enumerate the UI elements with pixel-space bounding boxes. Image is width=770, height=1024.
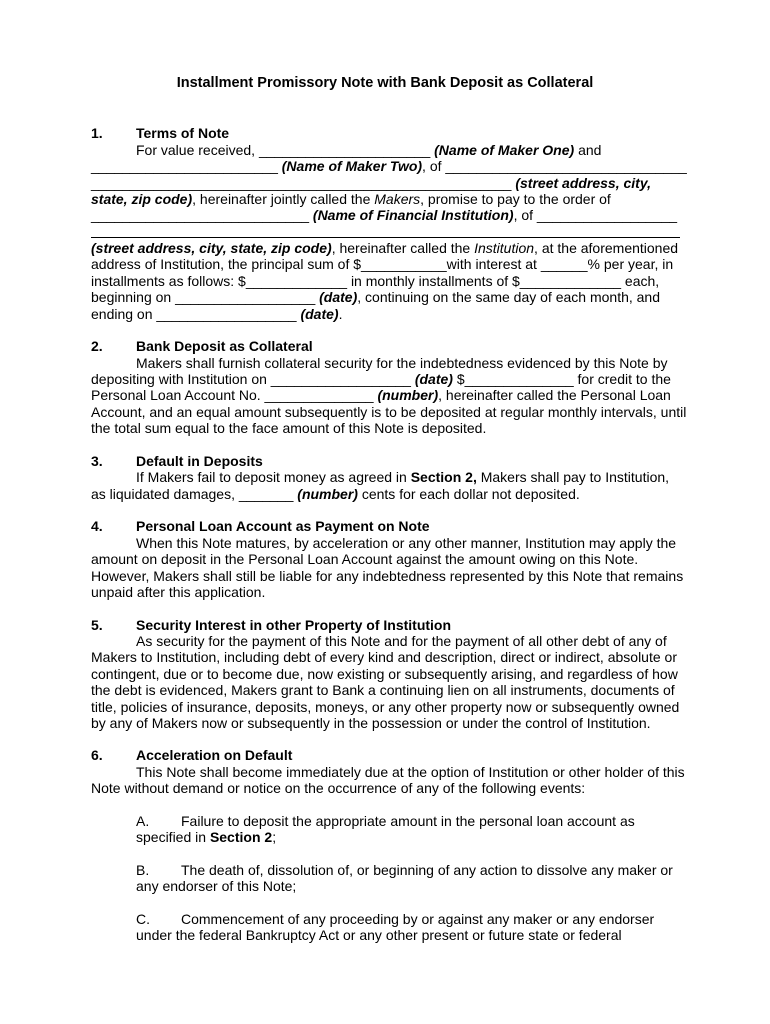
s5-line-6: by any of Makers now or subsequently in the possession or under the control of Institution. <box>91 715 651 731</box>
s2-line-1: Makers shall furnish collateral security for the indebtedness evidenced by this Note by <box>136 355 668 371</box>
s2-line-2: depositing with Institution on __________________ (date) $______________ for credit to the <box>91 371 671 387</box>
section-1-heading: Terms of Note <box>136 125 230 141</box>
s5-line-2: Makers to Institution, including debt of every kind and description, direct or indirect, absolute or <box>91 649 677 665</box>
s1-line-2: ________________________ (Name of Maker Two), of _______________________________ <box>91 158 687 174</box>
s6-item-b-line-1: The death of, dissolution of, or beginning of any action to dissolve any maker or <box>181 862 673 878</box>
s6-line-1: This Note shall become immediately due at the option of Institution or other holder of this <box>136 764 685 780</box>
s6-item-a-line-1: Failure to deposit the appropriate amount in the personal loan account as <box>181 813 635 829</box>
section-5-number: 5. <box>91 617 103 633</box>
section-3-heading: Default in Deposits <box>136 453 263 469</box>
s4-line-3: However, Makers shall still be liable for any indebtedness represented by this Note that remains <box>91 568 684 584</box>
section-3-number: 3. <box>91 453 103 469</box>
s4-line-2: amount on deposit in the Personal Loan Account against the amount owing on this Note. <box>91 551 639 567</box>
s5-line-5: title, policies of insurance, deposits, moneys, or any other property now or subsequently owned <box>91 699 680 715</box>
s1-blank-rule <box>91 237 680 238</box>
s6-line-2: Note without demand or notice on the occurrence of any of the following events: <box>91 780 586 796</box>
section-5-heading: Security Interest in other Property of Institution <box>136 617 452 633</box>
s1-line-6: (street address, city, state, zip code), hereinafter called the Institution, at the aforementioned <box>91 240 679 256</box>
s1-line-5: ____________________________ (Name of Financial Institution), of __________________ <box>91 207 678 223</box>
s4-line-4: unpaid after this application. <box>91 584 266 600</box>
section-2-number: 2. <box>91 338 103 354</box>
s4-line-1: When this Note matures, by acceleration or any other manner, Institution may apply the <box>136 535 677 551</box>
s5-line-1: As security for the payment of this Note and for the payment of all other debt of any of <box>136 633 667 649</box>
s1-line-3: ______________________________________________________ (street address, city, <box>91 175 651 191</box>
s2-line-5: the total sum equal to the face amount of this Note is deposited. <box>91 420 487 436</box>
section-6-number: 6. <box>91 747 103 763</box>
s3-line-2: as liquidated damages, _______ (number) cents for each dollar not deposited. <box>91 486 580 502</box>
s6-item-a-line-2: specified in Section 2; <box>136 829 277 845</box>
s3-line-1: If Makers fail to deposit money as agreed in Section 2, Makers shall pay to Institution, <box>136 469 670 485</box>
s1-line-10: ending on __________________ (date). <box>91 306 343 322</box>
s6-item-b-label: B. <box>136 862 150 878</box>
s2-line-4: Account, and an equal amount subsequently is to be deposited at regular monthly intervals, until <box>91 404 687 420</box>
s6-item-b-line-2: any endorser of this Note; <box>136 878 297 894</box>
s1-line-8: installments as follows: $_____________ in monthly installments of $_____________ each, <box>91 273 660 289</box>
s6-item-c-line-1: Commencement of any proceeding by or against any maker or any endorser <box>181 911 655 927</box>
section-4-heading: Personal Loan Account as Payment on Note <box>136 518 430 534</box>
section-6-heading: Acceleration on Default <box>136 747 293 763</box>
section-2-heading: Bank Deposit as Collateral <box>136 338 313 354</box>
section-1-number: 1. <box>91 125 103 141</box>
s1-line-1: For value received, ______________________ (Name of Maker One) and <box>136 142 602 158</box>
s6-item-a-label: A. <box>136 813 150 829</box>
s5-line-3: contingent, due or to become due, now existing or subsequently arising, and regardless of how <box>91 666 678 682</box>
s5-line-4: the debt is evidenced, Makers grant to Bank a continuing lien on all instruments, documents of <box>91 682 675 698</box>
section-4-number: 4. <box>91 518 103 534</box>
s6-item-c-line-2: under the federal Bankruptcy Act or any other present or future state or federal <box>136 927 622 943</box>
document-title: Installment Promissory Note with Bank Deposit as Collateral <box>176 75 594 91</box>
s2-line-3: Personal Loan Account No. ______________ (number), hereinafter called the Personal Loan <box>91 387 671 403</box>
s1-line-7: address of Institution, the principal sum of $___________with interest at ______% per year, in <box>91 256 674 272</box>
s1-line-9: beginning on __________________ (date), continuing on the same day of each month, and <box>91 289 661 305</box>
s6-item-c-label: C. <box>136 911 150 927</box>
s1-line-4: state, zip code), hereinafter jointly called the Makers, promise to pay to the order of <box>91 191 611 207</box>
